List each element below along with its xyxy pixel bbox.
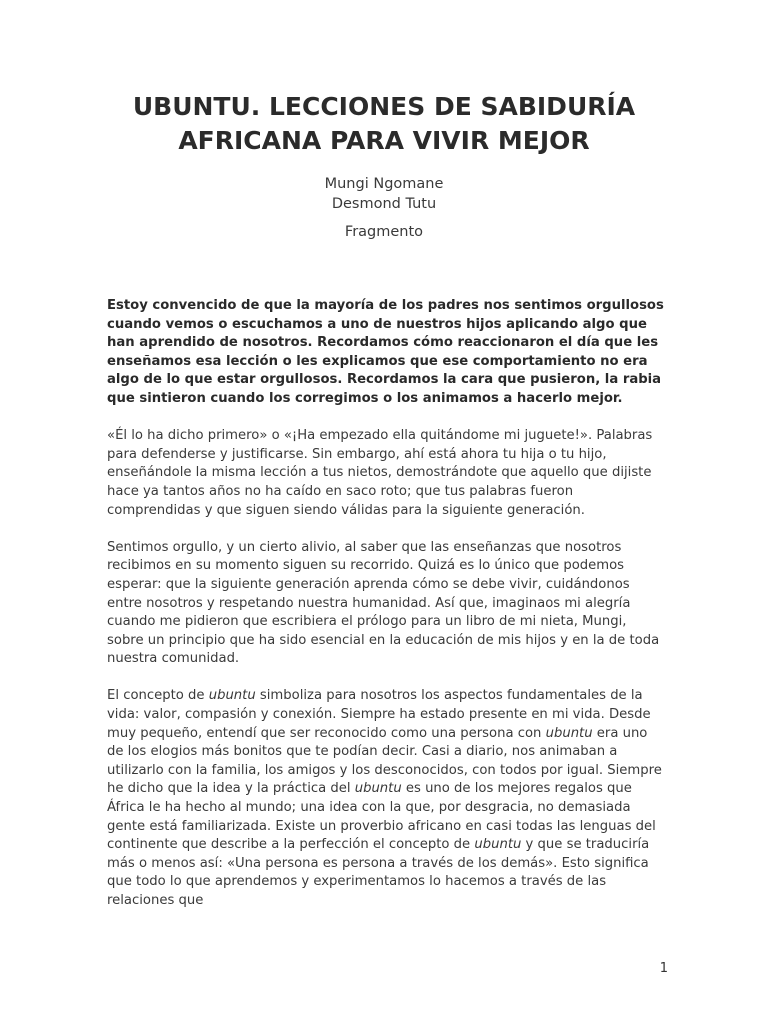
document-title [0, 90, 768, 158]
body-paragraph: «Él lo ha dicho primero» o «¡Ha empezado ella quitándome mi juguete!». Palabras para defenderse y justificarse. Sin embargo, ahí está ahora tu hija o tu hijo, enseñándole la misma lección a tus nietos, demostrándote que aquello que dijiste hace ya tantos años no ha caído en saco roto; que tus palabras fueron comprendidas y que siguen siendo válidas para la siguiente generación. [107, 428, 653, 518]
authors [0, 174, 768, 214]
author-name: Mungi Ngomane [324, 176, 444, 192]
text-run: es uno de los mejores regalos que África le ha hecho al mundo; una idea con la que, por desgracia, no demasiada gente está familiarizada. Existe un proverbio africano en casi todas las lenguas del continente que describe a la perfección el concepto de [107, 781, 656, 853]
page-number: 1 [659, 961, 668, 976]
author-name: Desmond Tutu [331, 196, 437, 212]
text-run: El concepto de [107, 688, 209, 704]
body-paragraph [107, 687, 667, 910]
italic-term: ubuntu [545, 725, 593, 741]
text-run: y que se traduciría más o menos así: «Una persona es persona a través de los demás». Esto significa que todo lo que aprendemos y experimentamos lo hacemos a través de las relaciones que [107, 837, 650, 908]
body-paragraph: Sentimos orgullo, y un cierto alivio, al saber que las enseñanzas que nosotros recibimos en su momento siguen su recorrido. Quizá es lo único que podemos esperar: que la siguiente generación aprenda cómo se debe vivir, cuidándonos entre nosotros y respetando nuestra humanidad. Así que, imaginaos mi alegría cuando me pidieron que escribiera el prólogo para un libro de mi nieta, Mungi, sobre un principio que ha sido esencial en la educación de mis hijos y en la de toda nuestra comunidad. [107, 539, 660, 667]
text-run: era uno de los elogios más bonitos que te podían decir. Casi a diario, nos animaban a utilizarlo con la familia, los amigos y los desconocidos, con todos por igual. Siempre he dicho que la idea y la práctica del [107, 725, 662, 797]
italic-term: ubuntu [208, 688, 256, 704]
document-body [107, 297, 667, 929]
italic-term: ubuntu [354, 781, 402, 797]
title-line-2: AFRICANA PARA VIVIR MEJOR [178, 126, 590, 155]
document-subtitle: Fragmento [344, 224, 424, 240]
italic-term: ubuntu [474, 837, 522, 853]
title-line-1: UBUNTU. LECCIONES DE SABIDURÍA [132, 92, 636, 121]
text-run: simboliza para nosotros los aspectos fundamentales de la vida: valor, compasión y conexión. Siempre ha estado presente en mi vida. Desde muy pequeño, entendí que ser reconocido como una persona con [107, 688, 651, 741]
lead-paragraph: Estoy convencido de que la mayoría de los padres nos sentimos orgullosos cuando vemos o escuchamos a uno de nuestros hijos aplicando algo que han aprendido de nosotros. Recordamos cómo reaccionaron el día que les enseñamos esa lección o les explicamos que ese comportamiento no era algo de lo que estar orgullosos. Recordamos la cara que pusieron, la rabia que sintieron cuando los corregimos o los animamos a hacerlo mejor. [107, 298, 664, 406]
